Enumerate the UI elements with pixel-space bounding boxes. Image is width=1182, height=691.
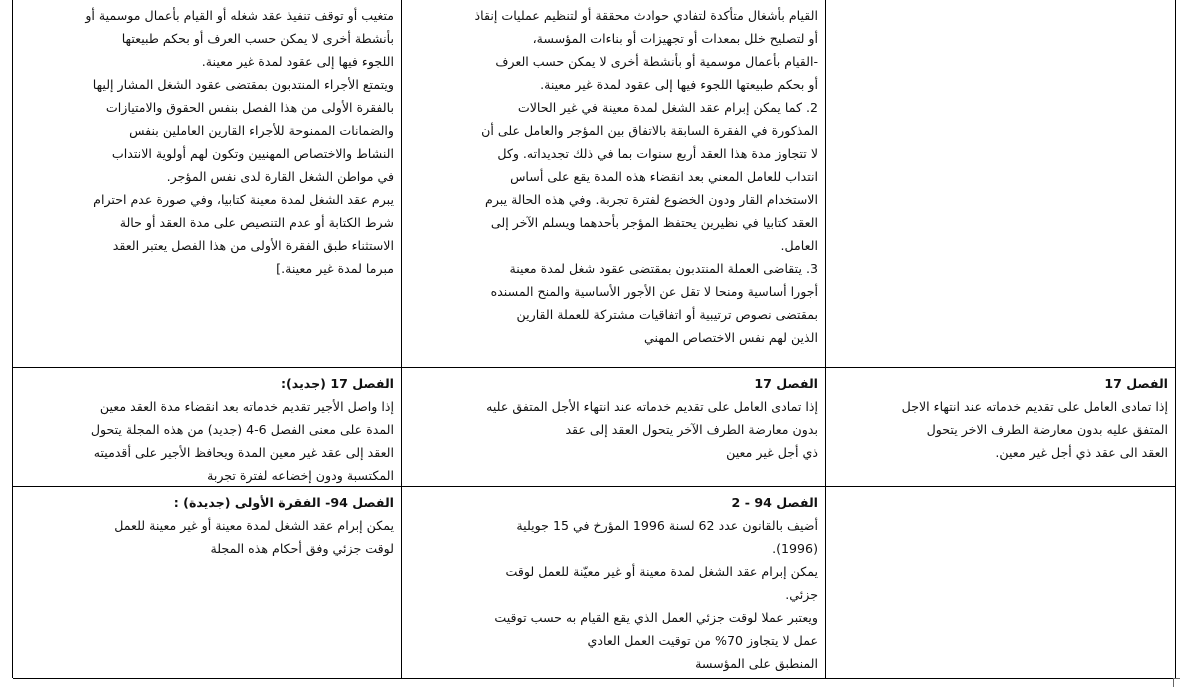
text-line: بالفقرة الأولى من هذا الفصل بنفس الحقوق والامتيازات bbox=[105, 100, 394, 115]
text-line: المتفق عليه بدون معارضة الطرف الاخر يتحول bbox=[926, 422, 1168, 437]
text-line: والضمانات الممنوحة للأجراء القارين العاملين بنفس bbox=[129, 123, 394, 138]
cell-original-text bbox=[826, 368, 1175, 486]
text-line: أضيف بالقانون عدد 62 لسنة 1996 المؤرخ في 15 جويلية bbox=[516, 518, 818, 533]
table-row bbox=[13, 0, 1175, 368]
text-line: 2. كما يمكن إبرام عقد الشغل لمدة معينة في غير الحالات bbox=[517, 100, 818, 115]
text-line: عمل لا يتجاوز 70% من توقيت العمل العادي bbox=[587, 633, 818, 648]
text-line: يبرم عقد الشغل لمدة معينة كتابيا، وفي صورة عدم احترام bbox=[93, 192, 394, 207]
text-line: بأنشطة أخرى لا يمكن حسب العرف أو بحكم طبيعتها bbox=[121, 31, 394, 46]
cell-original-text bbox=[826, 487, 1175, 678]
article-heading: الفصل 17 bbox=[754, 376, 818, 391]
text-line: -القيام بأعمال موسمية أو بأنشطة أخرى لا يمكن حسب العرف bbox=[495, 54, 818, 69]
cell-current-text bbox=[402, 487, 826, 678]
table-row bbox=[13, 487, 1175, 679]
text-line: العقد الى عقد ذي أجل غير معين. bbox=[995, 445, 1168, 460]
text-line: ويعتبر عملا لوقت جزئي العمل الذي يقع القيام به حسب توقيت bbox=[494, 610, 818, 625]
page-corner-mark bbox=[1173, 678, 1180, 687]
text-line: يمكن إبرام عقد الشغل لمدة معينة أو غير معيّنة للعمل لوقت bbox=[505, 564, 818, 579]
text-line: يمكن إبرام عقد الشغل لمدة معينة أو غير معينة للعمل bbox=[114, 518, 394, 533]
cell-original-text bbox=[826, 0, 1175, 367]
text-line: مبرما لمدة غير معينة.] bbox=[276, 261, 394, 276]
article-heading: الفصل 17 (جديد): bbox=[281, 376, 394, 391]
text-line: الاستخدام القار ودون الخضوع لفترة تجربة. وفي هذه الحالة يبرم bbox=[485, 192, 818, 207]
text-line: 3. يتقاضى العملة المنتدبون بمقتضى عقود شغل لمدة معينة bbox=[509, 261, 818, 276]
text-line: شرط الكتابة أو عدم التنصيص على مدة العقد أو حالة bbox=[119, 215, 394, 230]
text-line: المدة على معنى الفصل 6-4 (جديد) من هذه المجلة يتحول bbox=[90, 422, 394, 437]
text-line: العقد إلى عقد غير معين المدة ويحافظ الأجير على أقدميته bbox=[93, 445, 394, 460]
cell-current-text bbox=[402, 0, 826, 367]
text-line: اللجوء فيها إلى عقود لمدة غير معينة. bbox=[201, 54, 394, 69]
comparison-table bbox=[12, 0, 1176, 678]
text-line: المذكورة في الفقرة السابقة بالاتفاق بين المؤجر والعامل على أن bbox=[481, 123, 818, 138]
article-heading: الفصل 94- الفقرة الأولى (جديدة) : bbox=[173, 495, 394, 510]
text-line: النشاط والاختصاص المهنيين وتكون لهم أولوية الانتداب bbox=[111, 146, 394, 161]
text-line: لوقت جزئي وفق أحكام هذه المجلة bbox=[210, 541, 394, 556]
text-line: متغيب أو توقف تنفيذ عقد شغله أو القيام بأعمال موسمية أو bbox=[85, 8, 394, 23]
text-line: أو بحكم طبيعتها اللجوء فيها إلى عقود لمدة غير معينة. bbox=[540, 77, 818, 92]
cell-proposed-text bbox=[13, 487, 402, 678]
text-line: لا تتجاوز مدة هذا العقد أربع سنوات بما في ذلك تجديداته. وكل bbox=[497, 146, 818, 161]
cell-current-text bbox=[402, 368, 826, 486]
text-line: الذين لهم نفس الاختصاص المهني bbox=[644, 330, 818, 345]
text-line: العقد كتابيا في نظيرين يحتفظ المؤجر بأحدهما ويسلم الآخر إلى bbox=[490, 215, 818, 230]
text-line: (1996). bbox=[772, 541, 818, 556]
text-line: ذي أجل غير معين bbox=[726, 445, 818, 460]
text-line: أجورا أساسية ومنحا لا تقل عن الأجور الأساسية والمنح المسنده bbox=[490, 284, 818, 299]
table-row bbox=[13, 368, 1175, 487]
text-line: بدون معارضة الطرف الآخر يتحول العقد إلى عقد bbox=[565, 422, 818, 437]
text-line: في مواطن الشغل القارة لدى نفس المؤجر. bbox=[166, 169, 394, 184]
text-line: إذا تمادى العامل على تقديم خدماته عند انتهاء الأجل المتفق عليه bbox=[486, 399, 818, 414]
text-line: إذا واصل الأجير تقديم خدماته بعد انقضاء مدة العقد معين bbox=[99, 399, 394, 414]
cell-proposed-text bbox=[13, 368, 402, 486]
text-line: انتداب للعامل المعني بعد انقضاء هذه المدة يقع على أساس bbox=[510, 169, 818, 184]
article-heading: الفصل 17 bbox=[1104, 376, 1168, 391]
text-line: ويتمتع الأجراء المنتدبون بمقتضى عقود الشغل المشار إليها bbox=[92, 77, 394, 92]
text-line: العامل. bbox=[780, 238, 818, 253]
cell-proposed-text bbox=[13, 0, 402, 367]
text-line: المكتسبة ودون إخضاعه لفترة تجربة bbox=[207, 468, 394, 483]
text-line: المنطبق على المؤسسة bbox=[695, 656, 818, 671]
text-line: إذا تمادى العامل على تقديم خدماته عند انتهاء الاجل bbox=[901, 399, 1168, 414]
text-line: القيام بأشغال متأكدة لتفادي حوادث محققة أو لتنظيم عمليات إنقاذ bbox=[474, 8, 818, 23]
text-line: بمقتضى نصوص ترتيبية أو اتفاقيات مشتركة للعملة القارين bbox=[516, 307, 818, 322]
text-line: الاستثناء طبق الفقرة الأولى من هذا الفصل يعتبر العقد bbox=[112, 238, 394, 253]
text-line: جزئي. bbox=[785, 587, 818, 602]
text-line: أو لتصليح خلل بمعدات أو تجهيزات أو بناءات المؤسسة، bbox=[532, 31, 818, 46]
article-heading: الفصل 94 - 2 bbox=[731, 495, 818, 510]
